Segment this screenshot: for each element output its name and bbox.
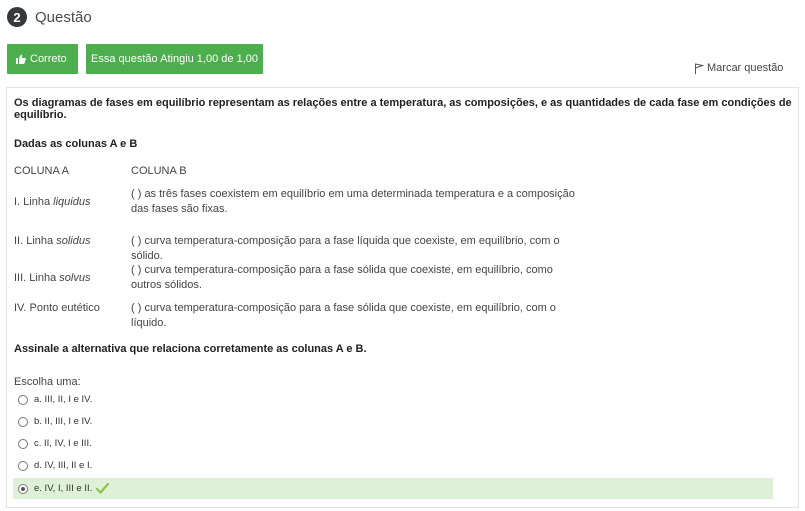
column-a-item: III. Linha solvus	[14, 272, 91, 284]
answer-option-e[interactable]	[13, 478, 773, 499]
answer-option-c[interactable]	[13, 433, 773, 454]
option-label: c. II, IV, I e III.	[34, 438, 92, 449]
correct-badge	[7, 44, 78, 74]
radio-button[interactable]	[18, 439, 28, 449]
checkmark-icon	[96, 483, 109, 494]
correct-label: Correto	[30, 53, 67, 65]
option-label: b. II, III, I e IV.	[34, 416, 93, 427]
thumbs-up-icon	[16, 54, 26, 64]
flag-label: Marcar questão	[707, 62, 784, 74]
radio-button-selected[interactable]	[18, 484, 28, 494]
radio-button[interactable]	[18, 395, 28, 405]
answer-option-b[interactable]	[13, 411, 773, 432]
question-header	[7, 7, 92, 27]
instruction-text: Assinale a alternativa que relaciona corretamente as colunas A e B.	[14, 343, 367, 355]
column-a-item: II. Linha solidus	[14, 235, 91, 247]
column-b-item: ( ) as três fases coexistem em equilíbrio em uma determinada temperatura e a composição das fases são fixas.	[131, 188, 575, 215]
option-label: d. IV, III, II e I.	[34, 460, 93, 471]
column-a-item: IV. Ponto eutético	[14, 302, 100, 314]
answer-option-d[interactable]	[13, 455, 773, 476]
question-intro: Os diagramas de fases em equilíbrio representam as relações entre a temperatura, as composições, e as quantidades de cada fase em condições de equilíbrio.	[14, 97, 792, 121]
option-label: e. IV, I, III e II.	[34, 483, 93, 494]
column-b-item: ( ) curva temperatura-composição para a fase sólida que coexiste, em equilíbrio, como outros sólidos.	[131, 264, 553, 291]
column-a-header: COLUNA A	[14, 165, 70, 177]
question-content	[6, 87, 799, 508]
choose-label: Escolha uma:	[14, 376, 81, 388]
given-columns-text: Dadas as colunas A e B	[14, 138, 138, 150]
radio-button[interactable]	[18, 417, 28, 427]
question-title: Questão	[35, 8, 92, 26]
column-a-item: I. Linha liquidus	[14, 196, 91, 208]
column-b-item: ( ) curva temperatura-composição para a fase líquida que coexiste, em equilíbrio, com o sólido.	[131, 235, 560, 262]
option-label: a. III, II, I e IV.	[34, 394, 93, 405]
flag-icon	[694, 63, 704, 74]
answer-option-a[interactable]	[13, 389, 773, 410]
radio-button[interactable]	[18, 461, 28, 471]
column-b-header: COLUNA B	[131, 165, 187, 177]
column-b-item: ( ) curva temperatura-composição para a fase sólida que coexiste, em equilíbrio, com o líquido.	[131, 302, 556, 329]
grade-label: Essa questão Atingiu 1,00 de 1,00	[91, 53, 258, 65]
grade-badge	[86, 44, 263, 74]
question-number: 2	[7, 7, 27, 27]
flag-question-link[interactable]	[694, 62, 783, 74]
